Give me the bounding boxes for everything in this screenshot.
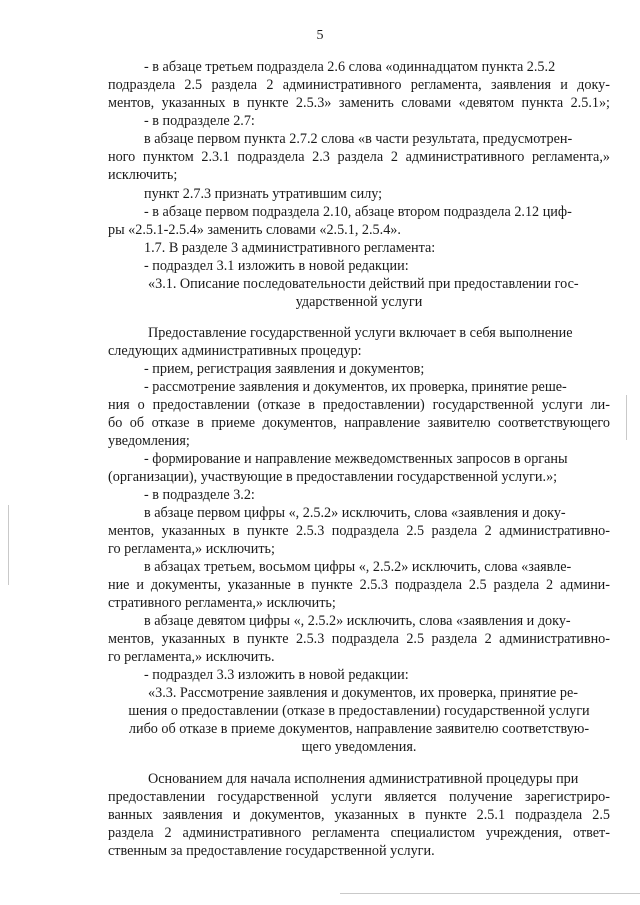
text-line: уведомления; — [108, 433, 190, 449]
scan-edge-mark — [626, 395, 627, 440]
section-heading-line: шения о предоставлении (отказе в предоставлении) государственной услуги — [128, 703, 590, 719]
text-line: бо об отказе в приеме документов, направление заявителю соответствующего — [108, 415, 610, 431]
text-line: - в подразделе 2.7: — [144, 113, 255, 129]
text-line: раздела 2 административного регламента специалистом учреждения, ответ- — [108, 825, 610, 841]
section-heading-line: щего уведомления. — [301, 739, 417, 755]
section-heading-line: либо об отказе в приеме документов, направление заявителю соответствую- — [128, 721, 590, 737]
text-line: в абзаце девятом цифры «, 2.5.2» исключить, слова «заявления и доку- — [144, 613, 571, 629]
section-heading-line: ударственной услуги — [295, 294, 423, 310]
text-line: - подраздел 3.1 изложить в новой редакции: — [144, 258, 409, 274]
text-line: - в абзаце первом подраздела 2.10, абзаце втором подраздела 2.12 циф- — [144, 204, 572, 220]
section-heading-line: «3.3. Рассмотрение заявления и документов, их проверка, принятие ре- — [148, 685, 579, 701]
text-line: ния о предоставлении (отказе в предоставлении) государственной услуги ли- — [108, 397, 610, 413]
text-line: исключить; — [108, 167, 178, 183]
text-line: ментов, указанных в пункте 2.5.3» заменить словами «девятом пункта 2.5.1»; — [108, 95, 610, 111]
scan-edge-mark — [8, 505, 9, 585]
section-heading-line: «3.1. Описание последовательности действий при предоставлении гос- — [148, 276, 579, 292]
text-line: ного пунктом 2.3.1 подраздела 2.3 раздела 2 административного регламента,» — [108, 149, 610, 165]
text-line: следующих административных процедур: — [108, 343, 362, 359]
text-line: стративного регламента,» исключить; — [108, 595, 336, 611]
text-line: Основанием для начала исполнения административной процедуры при — [148, 771, 579, 787]
text-line: - формирование и направление межведомственных запросов в органы — [144, 451, 568, 467]
text-line: ментов, указанных в пункте 2.5.3 подраздела 2.5 раздела 2 административно- — [108, 523, 610, 539]
text-line: предоставлении государственной услуги является получение зарегистриро- — [108, 789, 610, 805]
scan-edge-mark — [340, 893, 640, 894]
text-line: - рассмотрение заявления и документов, их проверка, принятие реше- — [144, 379, 567, 395]
text-line: в абзаце первом цифры «, 2.5.2» исключить, слова «заявления и доку- — [144, 505, 566, 521]
text-line: в абзацах третьем, восьмом цифры «, 2.5.2» исключить, слова «заявле- — [144, 559, 572, 575]
text-line: - подраздел 3.3 изложить в новой редакции: — [144, 667, 409, 683]
text-line: ванных заявления и документов, указанных в пункте 2.5.1 подраздела 2.5 — [108, 807, 610, 823]
text-line: подраздела 2.5 раздела 2 административного регламента, заявления и доку- — [108, 77, 610, 93]
text-line: ственным за предоставление государственной услуги. — [108, 843, 435, 859]
text-line: ние и документы, указанные в пункте 2.5.3 подраздела 2.5 раздела 2 админи- — [108, 577, 610, 593]
text-line: Предоставление государственной услуги включает в себя выполнение — [148, 325, 573, 341]
page-number: 5 — [316, 28, 324, 43]
text-line: (организации), участвующие в предоставлении государственной услуги.»; — [108, 469, 558, 485]
text-line: го регламента,» исключить; — [108, 541, 275, 557]
text-line: 1.7. В разделе 3 административного регламента: — [144, 240, 436, 256]
text-line: - в подразделе 3.2: — [144, 487, 255, 503]
text-line: го регламента,» исключить. — [108, 649, 275, 665]
text-line: - в абзаце третьем подраздела 2.6 слова «одиннадцатом пункта 2.5.2 — [144, 59, 556, 75]
text-line: - прием, регистрация заявления и документов; — [144, 361, 425, 377]
text-line: пункт 2.7.3 признать утратившим силу; — [144, 186, 383, 202]
text-line: в абзаце первом пункта 2.7.2 слова «в части результата, предусмотрен- — [144, 131, 573, 147]
text-line: ментов, указанных в пункте 2.5.3 подраздела 2.5 раздела 2 административно- — [108, 631, 610, 647]
text-line: ры «2.5.1-2.5.4» заменить словами «2.5.1, 2.5.4». — [108, 222, 401, 238]
